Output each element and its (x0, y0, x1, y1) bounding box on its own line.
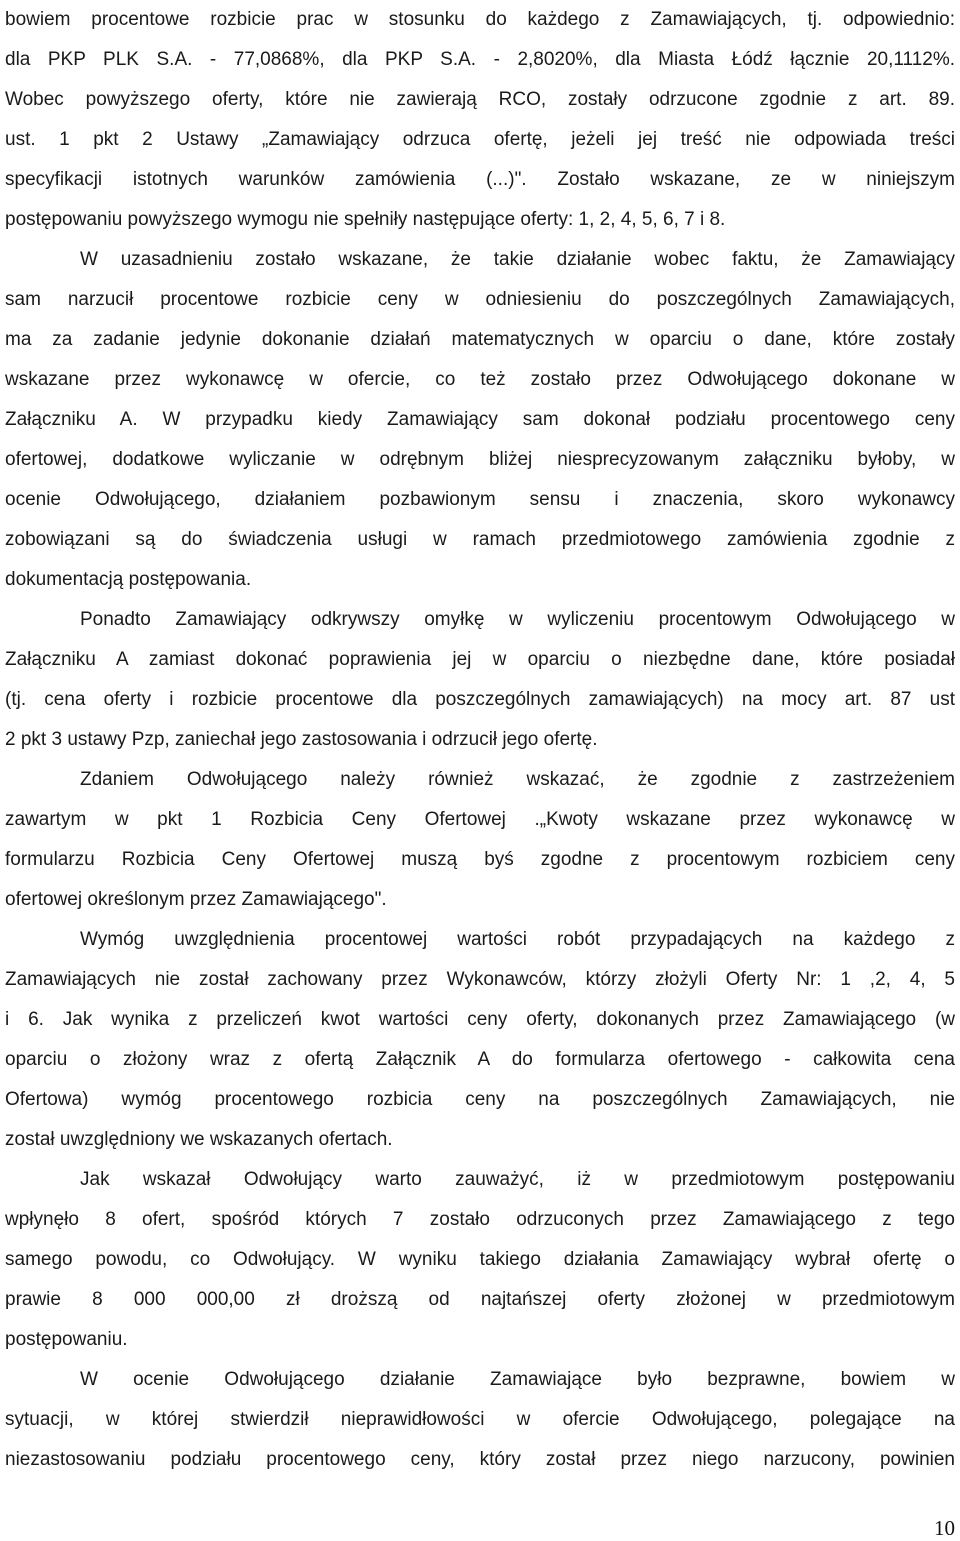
text-line: został uwzględniony we wskazanych ofertach. (5, 1129, 393, 1150)
text-line: wskazane przez wykonawcę w ofercie, co też zostało przez Odwołującego dokonane w (5, 369, 955, 390)
text-line: Wobec powyższego oferty, które nie zawierają RCO, zostały odrzucone zgodnie z art. 89. (5, 89, 955, 110)
text-line: dokumentacją postępowania. (5, 569, 252, 590)
text-line: Załączniku A zamiast dokonać poprawienia jej w oparciu o niezbędne dane, które posiadał (5, 649, 955, 670)
text-line: ocenie Odwołującego, działaniem pozbawionym sensu i znaczenia, skoro wykonawcy (5, 489, 955, 510)
text-line: ust. 1 pkt 2 Ustawy „Zamawiający odrzuca ofertę, jeżeli jej treść nie odpowiada treści (5, 129, 955, 150)
text-line: samego powodu, co Odwołujący. W wyniku takiego działania Zamawiający wybrał ofertę o (5, 1249, 955, 1270)
text-line: Załączniku A. W przypadku kiedy Zamawiający sam dokonał podziału procentowego ceny (5, 409, 955, 430)
text-line: zobowiązani są do świadczenia usługi w ramach przedmiotowego zamówienia zgodnie z (5, 529, 955, 550)
text-line: zawartym w pkt 1 Rozbicia Ceny Ofertowej .„Kwoty wskazane przez wykonawcę w (5, 809, 955, 830)
paragraph-first-line: Ponadto Zamawiający odkrywszy omyłkę w wyliczeniu procentowym Odwołującego w (80, 609, 955, 630)
text-line: Ofertowa) wymóg procentowego rozbicia ceny na poszczególnych Zamawiających, nie (5, 1089, 955, 1110)
text-line: niezastosowaniu podziału procentowego ceny, który został przez niego narzucony, powinien (5, 1449, 955, 1470)
text-line: bowiem procentowe rozbicie prac w stosunku do każdego z Zamawiających, tj. odpowiednio: (5, 9, 955, 30)
paragraph-first-line: W uzasadnieniu zostało wskazane, że takie działanie wobec faktu, że Zamawiający (80, 249, 955, 270)
text-line: postępowaniu. (5, 1329, 128, 1350)
text-line: postępowaniu powyższego wymogu nie spełniły następujące oferty: 1, 2, 4, 5, 6, 7 i 8. (5, 209, 726, 230)
text-line: formularzu Rozbicia Ceny Ofertowej muszą byś zgodne z procentowym rozbiciem ceny (5, 849, 955, 870)
text-line: ofertowej, dodatkowe wyliczanie w odrębnym bliżej niesprecyzowanym załączniku byłoby, w (5, 449, 955, 470)
text-line: dla PKP PLK S.A. - 77,0868%, dla PKP S.A. - 2,8020%, dla Miasta Łódź łącznie 20,1112%. (5, 49, 955, 70)
paragraph-first-line: Jak wskazał Odwołujący warto zauważyć, iż w przedmiotowym postępowaniu (80, 1169, 955, 1190)
text-line: Zamawiających nie został zachowany przez Wykonawców, którzy złożyli Oferty Nr: 1 ,2, 4, 5 (5, 969, 955, 990)
text-line: oparciu o złożony wraz z ofertą Załącznik A do formularza ofertowego - całkowita cena (5, 1049, 955, 1070)
text-line: (tj. cena oferty i rozbicie procentowe dla poszczególnych zamawiających) na mocy art. 87 ust (5, 689, 955, 710)
paragraph-first-line: W ocenie Odwołującego działanie Zamawiające było bezprawne, bowiem w (80, 1369, 955, 1390)
text-line: ma za zadanie jedynie dokonanie działań matematycznych w oparciu o dane, które zostały (5, 329, 955, 350)
text-line: sytuacji, w której stwierdził nieprawidłowości w ofercie Odwołującego, polegające na (5, 1409, 955, 1430)
page-number: 10 (934, 1516, 955, 1540)
text-line: 2 pkt 3 ustawy Pzp, zaniechał jego zastosowania i odrzucił jego ofertę. (5, 729, 598, 750)
text-line: specyfikacji istotnych warunków zamówienia (...)". Zostało wskazane, ze w niniejszym (5, 169, 955, 190)
text-line: sam narzucił procentowe rozbicie ceny w odniesieniu do poszczególnych Zamawiających, (5, 289, 955, 310)
document-body (5, 0, 955, 1480)
text-line: prawie 8 000 000,00 zł droższą od najtańszej oferty złożonej w przedmiotowym (5, 1289, 955, 1310)
text-line: wpłynęło 8 ofert, spośród których 7 zostało odrzuconych przez Zamawiającego z tego (5, 1209, 955, 1230)
text-line: ofertowej określonym przez Zamawiającego". (5, 889, 387, 910)
text-line: i 6. Jak wynika z przeliczeń kwot wartości ceny oferty, dokonanych przez Zamawiającego (w (5, 1009, 955, 1030)
paragraph-first-line: Zdaniem Odwołującego należy również wskazać, że zgodnie z zastrzeżeniem (80, 769, 955, 790)
paragraph-first-line: Wymóg uwzględnienia procentowej wartości robót przypadających na każdego z (80, 929, 955, 950)
